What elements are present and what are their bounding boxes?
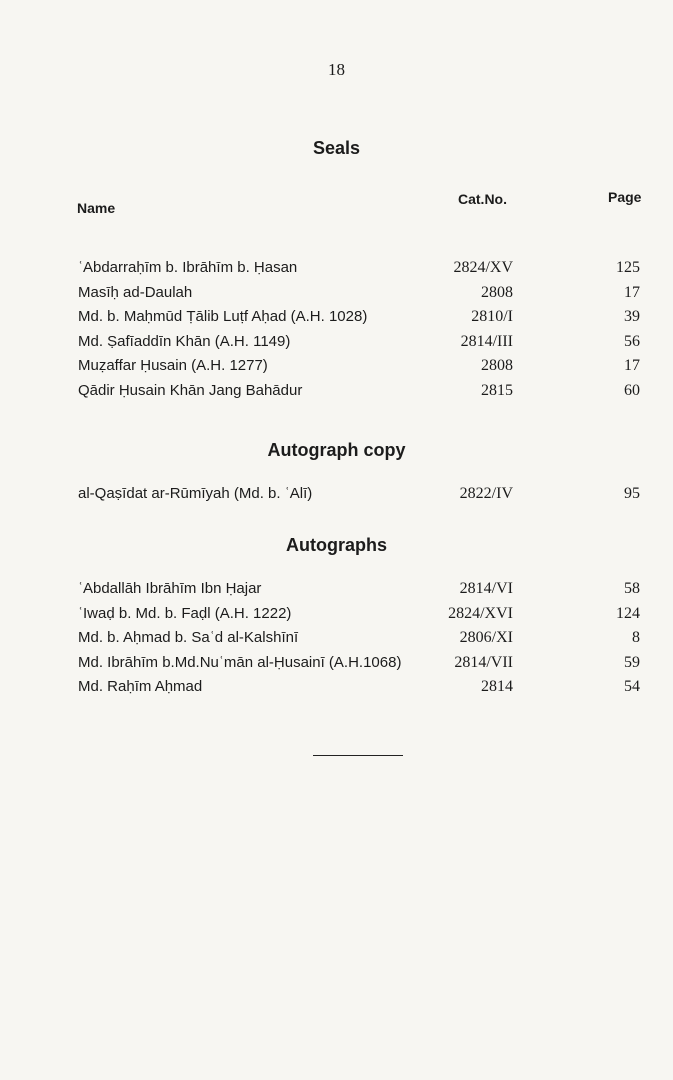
entry-page: 124: [616, 604, 640, 622]
list-item: [0, 605, 673, 630]
entry-page: 56: [624, 332, 640, 350]
entry-page: 58: [624, 580, 640, 597]
entry-name: Masīḥ ad-Daulah: [78, 283, 193, 301]
entry-page: 95: [624, 485, 640, 502]
list-item: [0, 284, 673, 309]
list-item: [0, 382, 673, 407]
seals-list: [0, 259, 673, 406]
entry-page: 125: [616, 259, 640, 276]
column-header-page: Page: [608, 189, 642, 205]
list-item: [0, 485, 673, 510]
entry-cat-no: 2814/VII: [454, 653, 513, 671]
autograph-copy-list: [0, 485, 673, 510]
entry-cat-no: 2814: [481, 678, 513, 695]
entry-cat-no: 2822/IV: [459, 485, 513, 502]
entry-cat-no: 2806/XI: [459, 629, 513, 646]
list-item: [0, 333, 673, 358]
autographs-list: [0, 580, 673, 703]
entry-name: ʿAbdarraḥīm b. Ibrāhīm b. Ḥasan: [78, 259, 298, 276]
entry-cat-no: 2824/XV: [453, 259, 513, 276]
entry-page: 60: [624, 381, 640, 399]
entry-cat-no: 2808: [481, 357, 513, 374]
entry-page: 54: [624, 678, 640, 695]
list-item: [0, 654, 673, 679]
entry-name: Md. Ibrāhīm b.Md.Nuʿmān al-Ḥusainī (A.H.1068): [78, 653, 402, 671]
entry-cat-no: 2810/I: [471, 308, 513, 325]
list-item: [0, 357, 673, 382]
entry-page: 17: [624, 283, 640, 301]
entry-name: ʿIwaḍ b. Md. b. Faḍl (A.H. 1222): [78, 604, 292, 622]
entry-cat-no: 2815: [481, 381, 513, 399]
column-header-cat-no: Cat.No.: [458, 191, 507, 207]
entry-name: ʿAbdallāh Ibrāhīm Ibn Ḥajar: [78, 580, 262, 597]
entry-name: Md. b. Maḥmūd Ṭālib Luṭf Aḥad (A.H. 1028): [78, 308, 368, 325]
section-title-autograph-copy: Autograph copy: [267, 440, 406, 460]
list-item: [0, 629, 673, 654]
entry-page: 39: [624, 308, 640, 325]
entry-cat-no: 2814/VI: [459, 580, 513, 597]
entry-name: Qādir Ḥusain Khān Jang Bahādur: [78, 381, 303, 399]
entry-cat-no: 2824/XVI: [448, 604, 513, 622]
section-title-autographs: Autographs: [286, 535, 387, 555]
entry-name: al-Qaṣīdat ar-Rūmīyah (Md. b. ʿAlī): [78, 485, 313, 502]
entry-page: 17: [624, 357, 640, 374]
entry-name: Md. b. Aḥmad b. Saʿd al-Kalshīnī: [78, 629, 299, 646]
entry-name: Md. Ṣafīaddīn Khān (A.H. 1149): [78, 332, 291, 350]
column-header-name: Name: [77, 200, 116, 216]
list-item: [0, 678, 673, 703]
entry-name: Md. Raḥīm Aḥmad: [78, 678, 203, 695]
entry-cat-no: 2814/III: [460, 332, 513, 350]
list-item: [0, 259, 673, 284]
entry-page: 8: [632, 629, 640, 646]
page-number: 18: [328, 60, 345, 79]
list-item: [0, 580, 673, 605]
end-divider: [313, 755, 403, 756]
entry-cat-no: 2808: [481, 283, 513, 301]
list-item: [0, 308, 673, 333]
entry-name: Muẓaffar Ḥusain (A.H. 1277): [78, 357, 268, 374]
section-title-seals: Seals: [312, 138, 361, 158]
entry-page: 59: [624, 653, 640, 671]
